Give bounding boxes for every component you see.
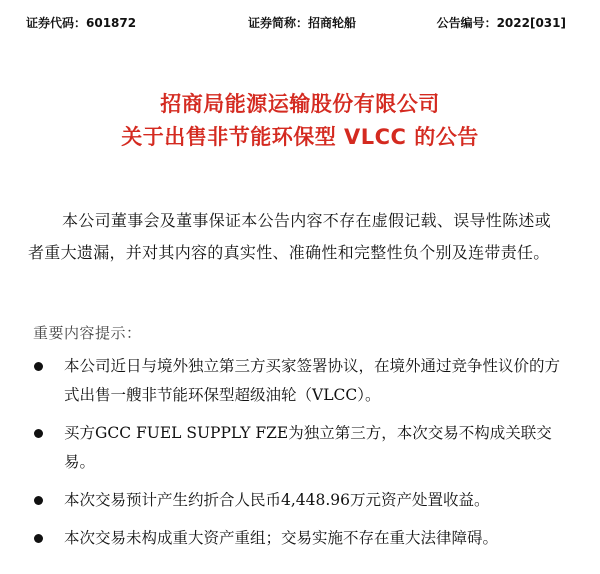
list-item-text: 买方GCC FUEL SUPPLY FZE为独立第三方，本次交易不构成关联交易。 <box>64 424 552 471</box>
bullet-icon <box>34 362 43 371</box>
document-header <box>26 14 566 34</box>
list-item <box>30 486 565 515</box>
stock-code: 证券代码：601872 <box>26 16 137 30</box>
list-item-text: 本次交易预计产生约折合人民币4,448.96万元资产处置收益。 <box>64 491 490 509</box>
announcement-title: 关于出售非节能环保型 VLCC 的公告 <box>121 125 479 149</box>
bullet-icon <box>34 534 43 543</box>
bullet-icon <box>34 496 43 505</box>
list-item <box>30 419 565 477</box>
list-item <box>30 352 565 410</box>
board-declaration <box>28 205 558 269</box>
stock-name: 证券简称：招商轮船 <box>248 16 357 30</box>
announcement-number: 公告编号：2022[031] <box>436 16 566 30</box>
declaration-text: 本公司董事会及董事保证本公告内容不存在虚假记载、误导性陈述或者重大遗漏，并对其内容的真实性、准确性和完整性负个别及连带责任。 <box>28 211 552 262</box>
list-item-text: 本次交易未构成重大资产重组；交易实施不存在重大法律障碍。 <box>64 529 499 547</box>
important-notice-heading: 重要内容提示： <box>33 324 142 342</box>
company-title: 招商局能源运输股份有限公司 <box>160 92 440 116</box>
important-notice-list <box>30 352 565 562</box>
list-item <box>30 524 565 553</box>
list-item-text: 本公司近日与境外独立第三方买家签署协议，在境外通过竞争性议价的方式出售一艘非节能环保型超级油轮（VLCC）。 <box>64 357 561 404</box>
bullet-icon <box>34 429 43 438</box>
